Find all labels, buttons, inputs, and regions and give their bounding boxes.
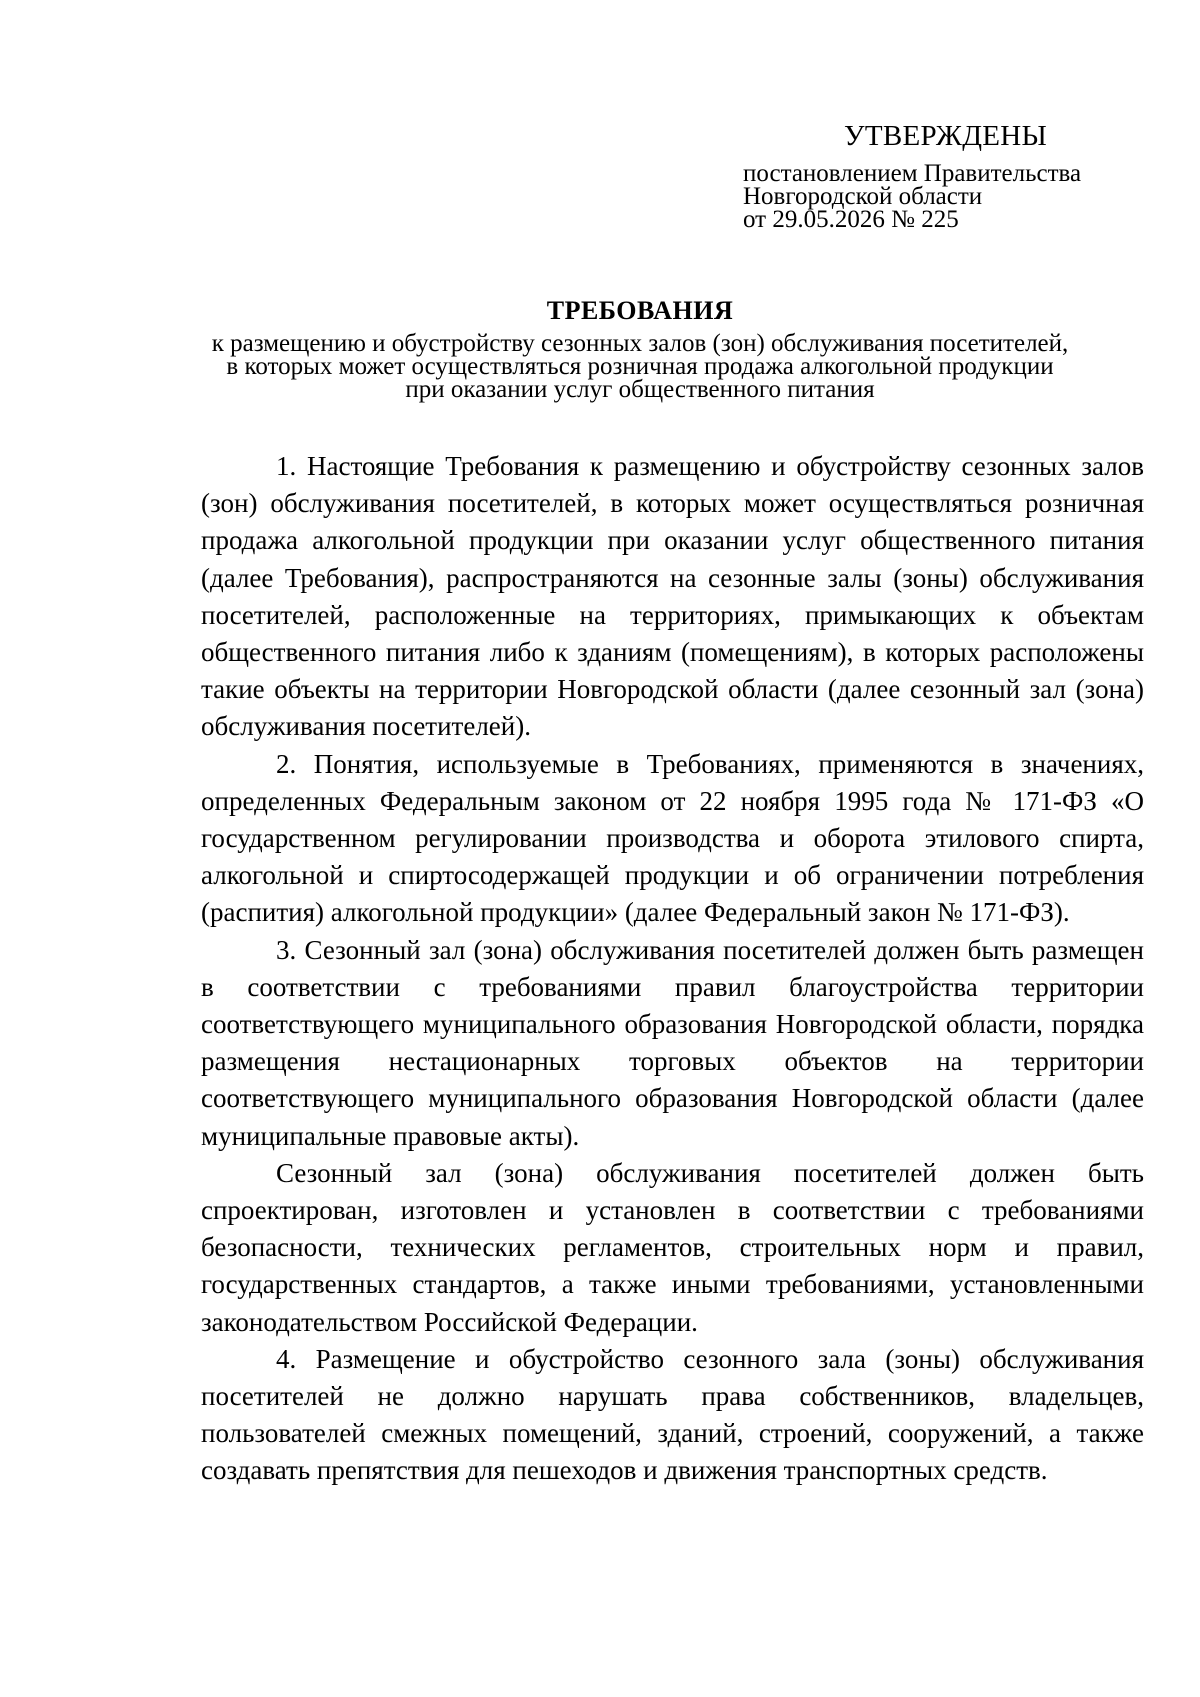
paragraph-2: 2. Понятия, используемые в Требованиях, применяются в значениях, определенных Федеральным законом от 22 ноября 1995 года № 171-ФЗ «О государственном регулировании производства и оборота этилового спирта, алкогольной и спиртосодержащей продукции и об ограничении потребления (распития) алкогольной продукции» (далее Федеральный закон № 171-ФЗ). xyxy=(201,748,1144,928)
paragraph-1: 1. Настоящие Требования к размещению и обустройству сезонных залов (зон) обслуживания посетителей, в которых может осуществляться розничная продажа алкогольной продукции при оказании услуг общественного питания (далее Требования), распространяются на сезонные залы (зоны) обслуживания посетителей, расположенные на территориях, примыкающих к объектам общественного питания либо к зданиям (помещениям), в которых расположены такие объекты на территории Новгородской области (далее сезонный зал (зона) обслуживания посетителей). xyxy=(201,451,1144,742)
document-body xyxy=(201,448,1144,1490)
document-subtitle-line: при оказании услуг общественного питания xyxy=(405,376,875,403)
paragraph-3: 3. Сезонный зал (зона) обслуживания посетителей должен быть размещен в соответствии с требованиями правил благоустройства территории соответствующего муниципального образования Новгородской области, порядка размещения нестационарных торговых объектов на территории соответствующего муниципального образования Новгородской области (далее муниципальные правовые акты). xyxy=(201,934,1144,1151)
approval-line: постановлением Правительства xyxy=(743,160,1082,187)
document-subtitle-line: в которых может осуществляться розничная продажа алкогольной продукции xyxy=(226,353,1054,380)
paragraph-4: 4. Размещение и обустройство сезонного зала (зоны) обслуживания посетителей не должно нарушать права собственников, владельцев, пользователей смежных помещений, зданий, строений, сооружений, а также создавать препятствия для пешеходов и движения транспортных средств. xyxy=(201,1343,1144,1486)
document-subtitle-line: к размещению и обустройству сезонных залов (зон) обслуживания посетителей, xyxy=(211,330,1069,357)
approval-heading: УТВЕРЖДЕНЫ xyxy=(844,120,1048,152)
approval-stamp xyxy=(743,118,1163,231)
approval-line: Новгородской области xyxy=(743,183,983,210)
document-title-block xyxy=(140,294,1140,401)
document-title: ТРЕБОВАНИЯ xyxy=(546,296,734,325)
paragraph-3-continued: Сезонный зал (зона) обслуживания посетителей должен быть спроектирован, изготовлен и установлен в соответствии с требованиями безопасности, технических регламентов, строительных норм и правил, государственных стандартов, а также иными требованиями, установленными законодательством Российской Федерации. xyxy=(201,1157,1144,1337)
approval-line: от 29.05.2026 № 225 xyxy=(743,206,959,233)
